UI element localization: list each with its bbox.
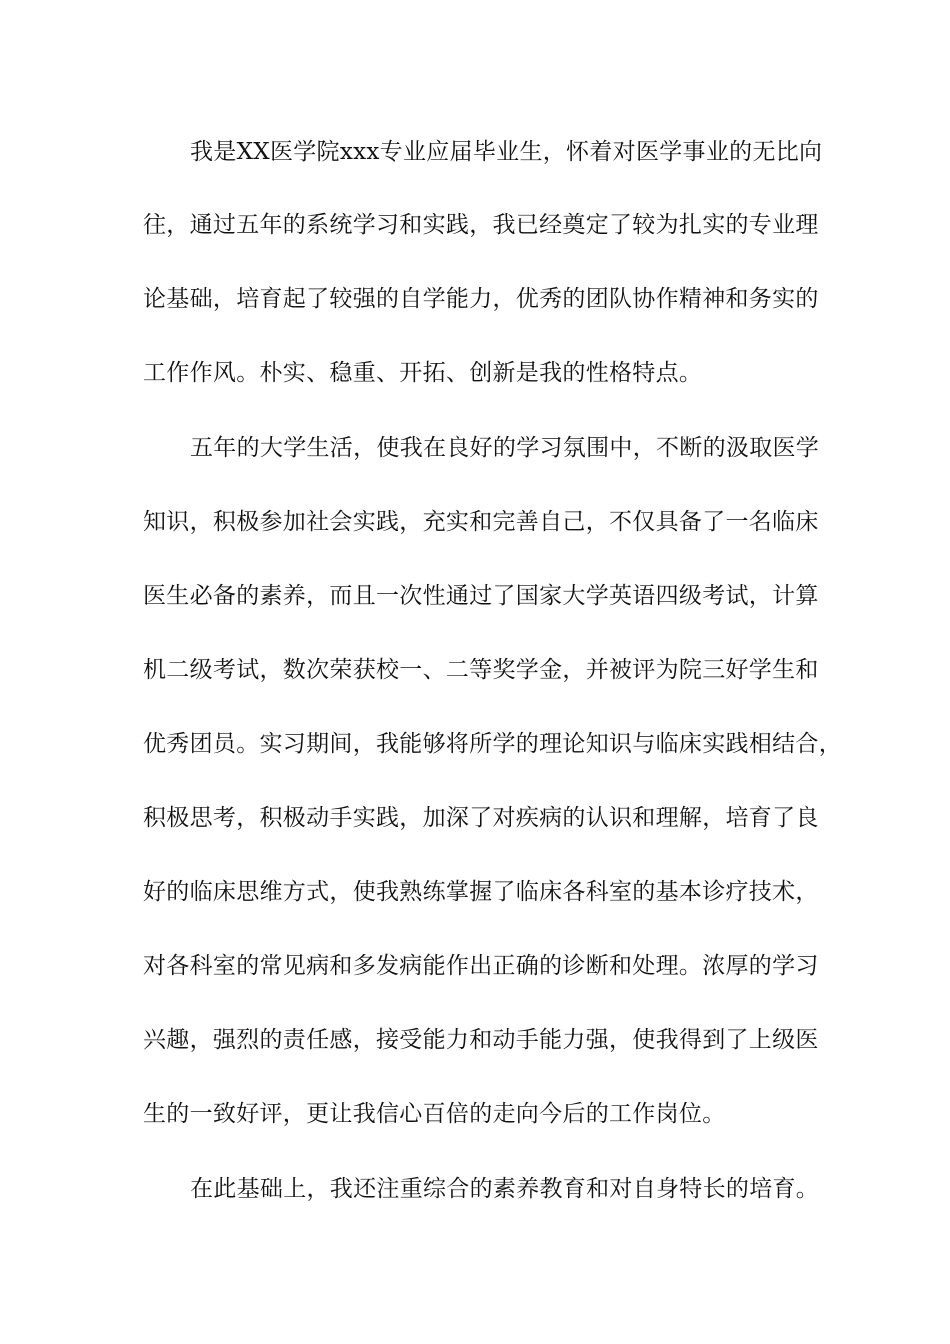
paragraph-1-line-4: 工作作风。朴实、稳重、开拓、创新是我的性格特点。 — [143, 360, 703, 386]
paragraph-2-line-6: 积极思考，积极动手实践，加深了对疾病的认识和理解，培育了良 — [143, 805, 819, 831]
paragraph-3-line-1: 在此基础上，我还注重综合的素养教育和对自身特长的培育。 — [190, 1176, 820, 1202]
paragraph-1-line-1: 我是XX医学院xxx专业应届毕业生，怀着对医学事业的无比向 — [190, 139, 823, 165]
paragraph-2-line-1: 五年的大学生活，使我在良好的学习氛围中，不断的汲取医学 — [190, 435, 820, 461]
paragraph-2-line-10: 生的一致好评，更让我信心百倍的走向今后的工作岗位。 — [143, 1101, 726, 1127]
paragraph-1-line-2: 往，通过五年的系统学习和实践，我已经奠定了较为扎实的专业理 — [143, 212, 819, 238]
paragraph-2-line-4: 机二级考试，数次荣获校一、二等奖学金，并被评为院三好学生和 — [143, 657, 819, 683]
paragraph-1-line-3: 论基础，培育起了较强的自学能力，优秀的团队协作精神和务实的 — [143, 286, 819, 312]
paragraph-2-line-8: 对各科室的常见病和多发病能作出正确的诊断和处理。浓厚的学习 — [143, 953, 819, 979]
paragraph-2-line-7: 好的临床思维方式，使我熟练掌握了临床各科室的基本诊疗技术， — [143, 879, 819, 905]
paragraph-2-line-2: 知识，积极参加社会实践，充实和完善自己，不仅具备了一名临床 — [143, 509, 819, 535]
paragraph-2-line-5: 优秀团员。实习期间，我能够将所学的理论知识与临床实践相结合， — [143, 731, 842, 757]
paragraph-2-line-9: 兴趣，强烈的责任感，接受能力和动手能力强，使我得到了上级医 — [143, 1027, 819, 1053]
paragraph-2-line-3: 医生必备的素养，而且一次性通过了国家大学英语四级考试，计算 — [143, 583, 819, 609]
